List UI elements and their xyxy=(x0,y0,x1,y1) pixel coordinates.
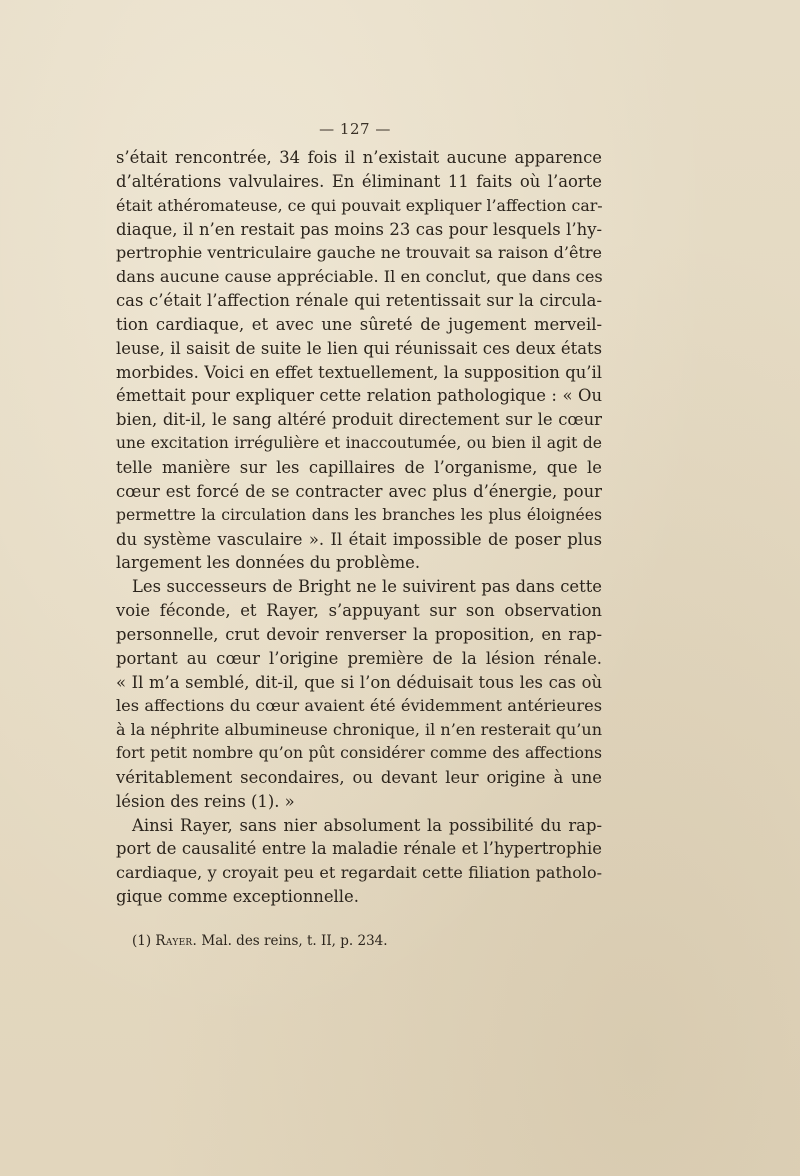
paragraph-first-line: Les successeurs de Bright ne le suivirent pas dans cette xyxy=(132,577,602,597)
text-line: tion cardiaque, et avec une sûreté de jugement merveil- xyxy=(116,314,602,334)
page-number: — 127 — xyxy=(319,120,391,138)
paragraph-last-line: largement les données du problème. xyxy=(116,553,421,573)
text-line: morbides. Voici en effet textuellement, la supposition qu’il xyxy=(116,362,602,382)
text-line: bien, dit-il, le sang altéré produit directement sur le cœur xyxy=(116,410,602,430)
text-line: émettait pour expliquer cette relation pathologique : « Ou xyxy=(116,386,602,406)
body-text xyxy=(116,146,602,909)
text-line: voie féconde, et Rayer, s’appuyant sur son observation xyxy=(116,601,602,621)
text-line: port de causalité entre la maladie rénale et l’hypertrophie xyxy=(116,839,602,859)
text-line: permettre la circulation dans les branches les plus éloignées xyxy=(116,505,602,524)
footnote-author: Rayer. xyxy=(155,933,198,949)
text-line: leuse, il saisit de suite le lien qui réunissait ces deux états xyxy=(116,338,602,358)
text-line: telle manière sur les capillaires de l’organisme, que le xyxy=(116,457,602,477)
text-line: cas c’était l’affection rénale qui retentissait sur la circula- xyxy=(116,291,602,311)
footnote-marker: (1) xyxy=(132,933,152,949)
footnote-citation: Mal. des reins, t. II, p. 234. xyxy=(201,933,388,949)
paragraph-last-line: gique comme exceptionnelle. xyxy=(116,887,359,907)
text-line: personnelle, crut devoir renverser la proposition, en rap- xyxy=(116,624,602,644)
paragraph-last-line: lésion des reins (1). » xyxy=(116,791,295,811)
text-line: était athéromateuse, ce qui pouvait expliquer l’affection car- xyxy=(116,195,603,215)
text-line: portant au cœur l’origine première de la lésion rénale. xyxy=(116,648,602,668)
text-line: une excitation irrégulière et inaccoutumée, ou bien il agit de xyxy=(116,434,602,453)
footnote xyxy=(132,933,388,949)
text-line: les affections du cœur avaient été évidemment antérieures xyxy=(116,696,602,716)
text-line: du système vasculaire ». Il était impossible de poser plus xyxy=(116,529,602,549)
text-line: cœur est forcé de se contracter avec plus d’énergie, pour xyxy=(116,481,602,501)
text-line: diaque, il n’en restait pas moins 23 cas pour lesquels l’hy- xyxy=(116,219,602,239)
text-line: s’était rencontrée, 34 fois il n’existait aucune apparence xyxy=(116,148,602,167)
paragraph-first-line: Ainsi Rayer, sans nier absolument la possibilité du rap- xyxy=(132,815,602,835)
text-line: pertrophie ventriculaire gauche ne trouvait sa raison d’être xyxy=(116,243,602,263)
text-line: fort petit nombre qu’on pût considérer comme des affections xyxy=(116,744,602,763)
text-line: véritablement secondaires, ou devant leur origine à une xyxy=(116,767,602,787)
text-line: à la néphrite albumineuse chronique, il n’en resterait qu’un xyxy=(116,720,602,740)
text-line: dans aucune cause appréciable. Il en conclut, que dans ces xyxy=(116,267,603,287)
text-line: cardiaque, y croyait peu et regardait cette filiation patholo- xyxy=(116,863,602,883)
text-line: « Il m’a semblé, dit-il, que si l’on déduisait tous les cas où xyxy=(116,672,602,692)
text-line: d’altérations valvulaires. En éliminant 11 faits où l’aorte xyxy=(116,171,602,191)
